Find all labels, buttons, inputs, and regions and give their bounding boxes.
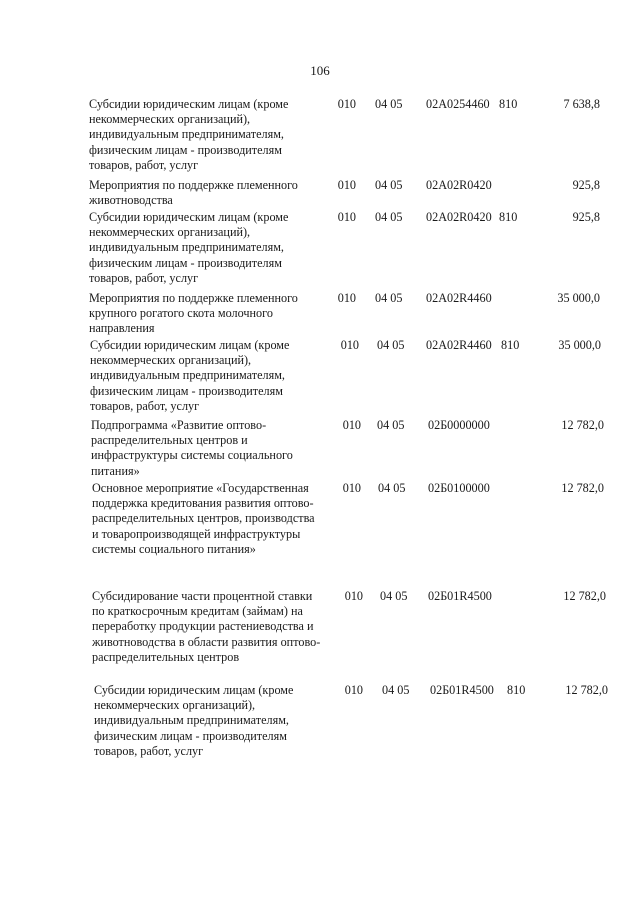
row-code: 010 (344, 683, 363, 697)
row-target: 02А02R0420 (426, 178, 492, 192)
row-code: 010 (342, 481, 361, 495)
row-type: 810 (507, 683, 526, 697)
row-code: 010 (342, 418, 361, 432)
row-name: Подпрограмма «Развитие оптово-распределительных центров и инфраструктуры системы социального питания» (91, 418, 293, 478)
row-amount: 925,8 (572, 210, 600, 224)
row-section: 04 05 (375, 178, 403, 192)
row-amount: 925,8 (572, 178, 600, 192)
row-section: 04 05 (378, 481, 406, 495)
row-target: 02Б0100000 (428, 481, 490, 495)
row-name: Субсидирование части процентной ставки по краткосрочным кредитам (займам) на переработку продукции растениеводства и животноводства в области развития оптово-распределительных центров (92, 589, 321, 664)
row-section: 04 05 (375, 210, 403, 224)
row-name: Субсидии юридическим лицам (кроме некоммерческих организаций), индивидуальным предпринимателям, физическим лицам - производителям товаров, работ, услуг (90, 338, 290, 413)
row-target: 02Б01R4500 (428, 589, 492, 603)
row-type: 810 (499, 210, 518, 224)
row-target: 02А02R4460 (426, 291, 492, 305)
row-name: Мероприятия по поддержке племенного крупного рогатого скота молочного направления (89, 291, 298, 336)
row-amount: 35 000,0 (558, 338, 601, 352)
row-section: 04 05 (375, 97, 403, 111)
row-name: Субсидии юридическим лицам (кроме некоммерческих организаций), индивидуальным предпринимателям, физическим лицам - производителям товаров, работ, услуг (89, 210, 289, 285)
row-name: Мероприятия по поддержке племенного животноводства (89, 178, 298, 208)
row-amount: 7 638,8 (563, 97, 600, 111)
row-code: 010 (337, 97, 356, 111)
row-name: Субсидии юридическим лицам (кроме некоммерческих организаций), индивидуальным предпринимателям, физическим лицам - производителям товаров, работ, услуг (89, 97, 289, 172)
row-amount: 12 782,0 (561, 418, 604, 432)
row-type: 810 (501, 338, 520, 352)
row-amount: 12 782,0 (563, 589, 606, 603)
row-target: 02Б01R4500 (430, 683, 494, 697)
row-target: 02А02R4460 (426, 338, 492, 352)
row-target: 02А02R0420 (426, 210, 492, 224)
row-section: 04 05 (380, 589, 408, 603)
row-code: 010 (337, 178, 356, 192)
page-number: 106 (310, 63, 330, 78)
row-amount: 35 000,0 (557, 291, 600, 305)
row-code: 010 (337, 291, 356, 305)
row-name: Основное мероприятие «Государственная поддержка кредитования развития оптово-распределительных центров, производства и товаропроизводящей инфраструктуры системы социального питания» (92, 481, 315, 556)
row-section: 04 05 (375, 291, 403, 305)
row-type: 810 (499, 97, 518, 111)
row-section: 04 05 (377, 338, 405, 352)
row-section: 04 05 (382, 683, 410, 697)
row-section: 04 05 (377, 418, 405, 432)
row-amount: 12 782,0 (561, 481, 604, 495)
row-code: 010 (340, 338, 359, 352)
row-code: 010 (337, 210, 356, 224)
row-amount: 12 782,0 (565, 683, 608, 697)
row-name: Субсидии юридическим лицам (кроме некоммерческих организаций), индивидуальным предпринимателям, физическим лицам - производителям товаров, работ, услуг (94, 683, 294, 758)
row-code: 010 (344, 589, 363, 603)
row-target: 02А0254460 (426, 97, 490, 111)
row-target: 02Б0000000 (428, 418, 490, 432)
